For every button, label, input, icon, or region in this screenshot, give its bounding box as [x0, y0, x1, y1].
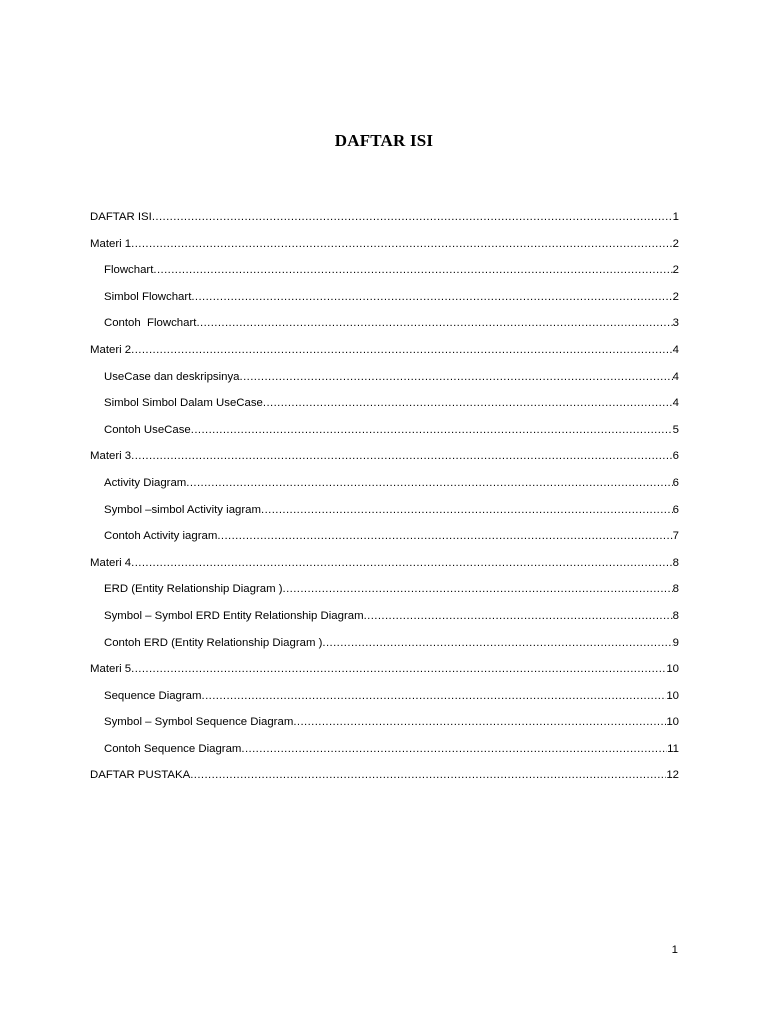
toc-entry[interactable]	[90, 208, 679, 235]
toc-entry[interactable]	[90, 501, 679, 528]
toc-entry[interactable]	[90, 288, 679, 315]
toc-entry-page: 10	[666, 716, 679, 729]
toc-entry[interactable]	[90, 314, 679, 341]
toc-entry-page: 8	[672, 556, 679, 569]
toc-entry-label: Simbol Flowchart	[104, 290, 192, 303]
toc-entry-label: Materi 4	[90, 556, 132, 569]
toc-leader-dots	[131, 554, 673, 572]
toc-entry-label: Contoh ERD (Entity Relationship Diagram )	[104, 636, 323, 649]
toc-entry[interactable]	[90, 261, 679, 288]
toc-entry-page: 7	[672, 530, 679, 543]
toc-entry[interactable]	[90, 687, 679, 714]
toc-entry-page: 4	[672, 343, 679, 356]
toc-entry-page: 9	[672, 636, 679, 649]
page-title: DAFTAR ISI	[334, 131, 434, 150]
toc-leader-dots	[131, 447, 673, 465]
toc-entry-label: Contoh Sequence Diagram	[104, 742, 242, 755]
toc-entry[interactable]	[90, 713, 679, 740]
toc-entry-label: DAFTAR ISI	[90, 211, 152, 223]
toc-leader-dots	[153, 261, 672, 279]
toc-entry-label: Symbol –simbol Activity iagram	[104, 503, 261, 516]
toc-leader-dots	[191, 421, 673, 439]
toc-entry-label: Contoh Flowchart	[104, 317, 197, 330]
toc-entry-page: 5	[672, 423, 679, 436]
toc-entry-page: 10	[666, 689, 679, 702]
toc-entry[interactable]	[90, 421, 679, 448]
toc-entry[interactable]	[90, 740, 679, 767]
toc-entry[interactable]	[90, 660, 679, 687]
toc-entry-label: Contoh UseCase	[104, 423, 191, 436]
toc-leader-dots	[152, 208, 673, 226]
toc-entry-label: Activity Diagram	[104, 476, 187, 489]
toc-entry[interactable]	[90, 766, 679, 793]
toc-entry[interactable]	[90, 607, 679, 634]
toc-entry-page: 3	[672, 317, 679, 330]
toc-leader-dots	[186, 474, 672, 492]
toc-leader-dots	[196, 314, 672, 332]
toc-leader-dots	[190, 766, 666, 784]
toc-entry-label: Simbol Simbol Dalam UseCase	[104, 397, 263, 410]
toc-leader-dots	[217, 527, 672, 545]
toc-entry-page: 6	[672, 476, 679, 489]
toc-entry-label: Flowchart	[104, 264, 154, 277]
toc-entry-page: 11	[667, 742, 679, 755]
toc-entry-label: Materi 3	[90, 450, 132, 463]
toc-leader-dots	[322, 634, 672, 652]
toc-entry-label: Materi 5	[90, 663, 132, 676]
toc-entry[interactable]	[90, 235, 679, 262]
toc-entry-label: Materi 1	[90, 237, 132, 250]
toc-leader-dots	[240, 368, 673, 386]
toc-entry[interactable]	[90, 580, 679, 607]
toc-entry-label: Materi 2	[90, 343, 132, 356]
toc-leader-dots	[293, 713, 666, 731]
toc-entry-label: Symbol – Symbol ERD Entity Relationship Diagram	[104, 609, 364, 622]
toc-entry-page: 10	[666, 663, 679, 676]
toc-entry-page: 2	[672, 264, 679, 277]
toc-entry-label: ERD (Entity Relationship Diagram )	[104, 583, 283, 596]
toc-leader-dots	[131, 235, 673, 253]
toc-leader-dots	[131, 660, 666, 678]
toc-entry-page: 2	[672, 237, 679, 250]
toc-entry-label: UseCase dan deskripsinya	[104, 370, 240, 383]
toc-entry-label: Contoh Activity iagram	[104, 530, 218, 543]
toc-leader-dots	[364, 607, 673, 625]
toc-entry-page: 2	[672, 290, 679, 303]
table-of-contents	[90, 208, 679, 793]
toc-entry[interactable]	[90, 394, 679, 421]
toc-entry-page: 6	[672, 503, 679, 516]
toc-entry[interactable]	[90, 447, 679, 474]
toc-entry-page: 8	[672, 583, 679, 596]
toc-entry[interactable]	[90, 368, 679, 395]
toc-leader-dots	[283, 580, 673, 598]
toc-entry-page: 8	[672, 609, 679, 622]
toc-entry-page: 4	[672, 397, 679, 410]
toc-entry-label: Symbol – Symbol Sequence Diagram	[104, 716, 294, 729]
toc-entry-page: 1	[672, 211, 679, 223]
toc-entry-page: 12	[666, 769, 679, 782]
toc-leader-dots	[241, 740, 667, 758]
toc-entry-label: DAFTAR PUSTAKA	[90, 769, 191, 782]
toc-leader-dots	[131, 341, 673, 359]
toc-entry[interactable]	[90, 554, 679, 581]
toc-entry-label: Sequence Diagram	[104, 689, 202, 702]
toc-entry-page: 6	[672, 450, 679, 463]
toc-entry[interactable]	[90, 474, 679, 501]
page-number: 1	[671, 944, 678, 956]
toc-entry[interactable]	[90, 341, 679, 368]
toc-leader-dots	[202, 687, 667, 705]
toc-leader-dots	[191, 288, 672, 306]
toc-leader-dots	[263, 394, 673, 412]
toc-entry[interactable]	[90, 634, 679, 661]
toc-entry-page: 4	[672, 370, 679, 383]
toc-leader-dots	[261, 501, 673, 519]
toc-entry[interactable]	[90, 527, 679, 554]
